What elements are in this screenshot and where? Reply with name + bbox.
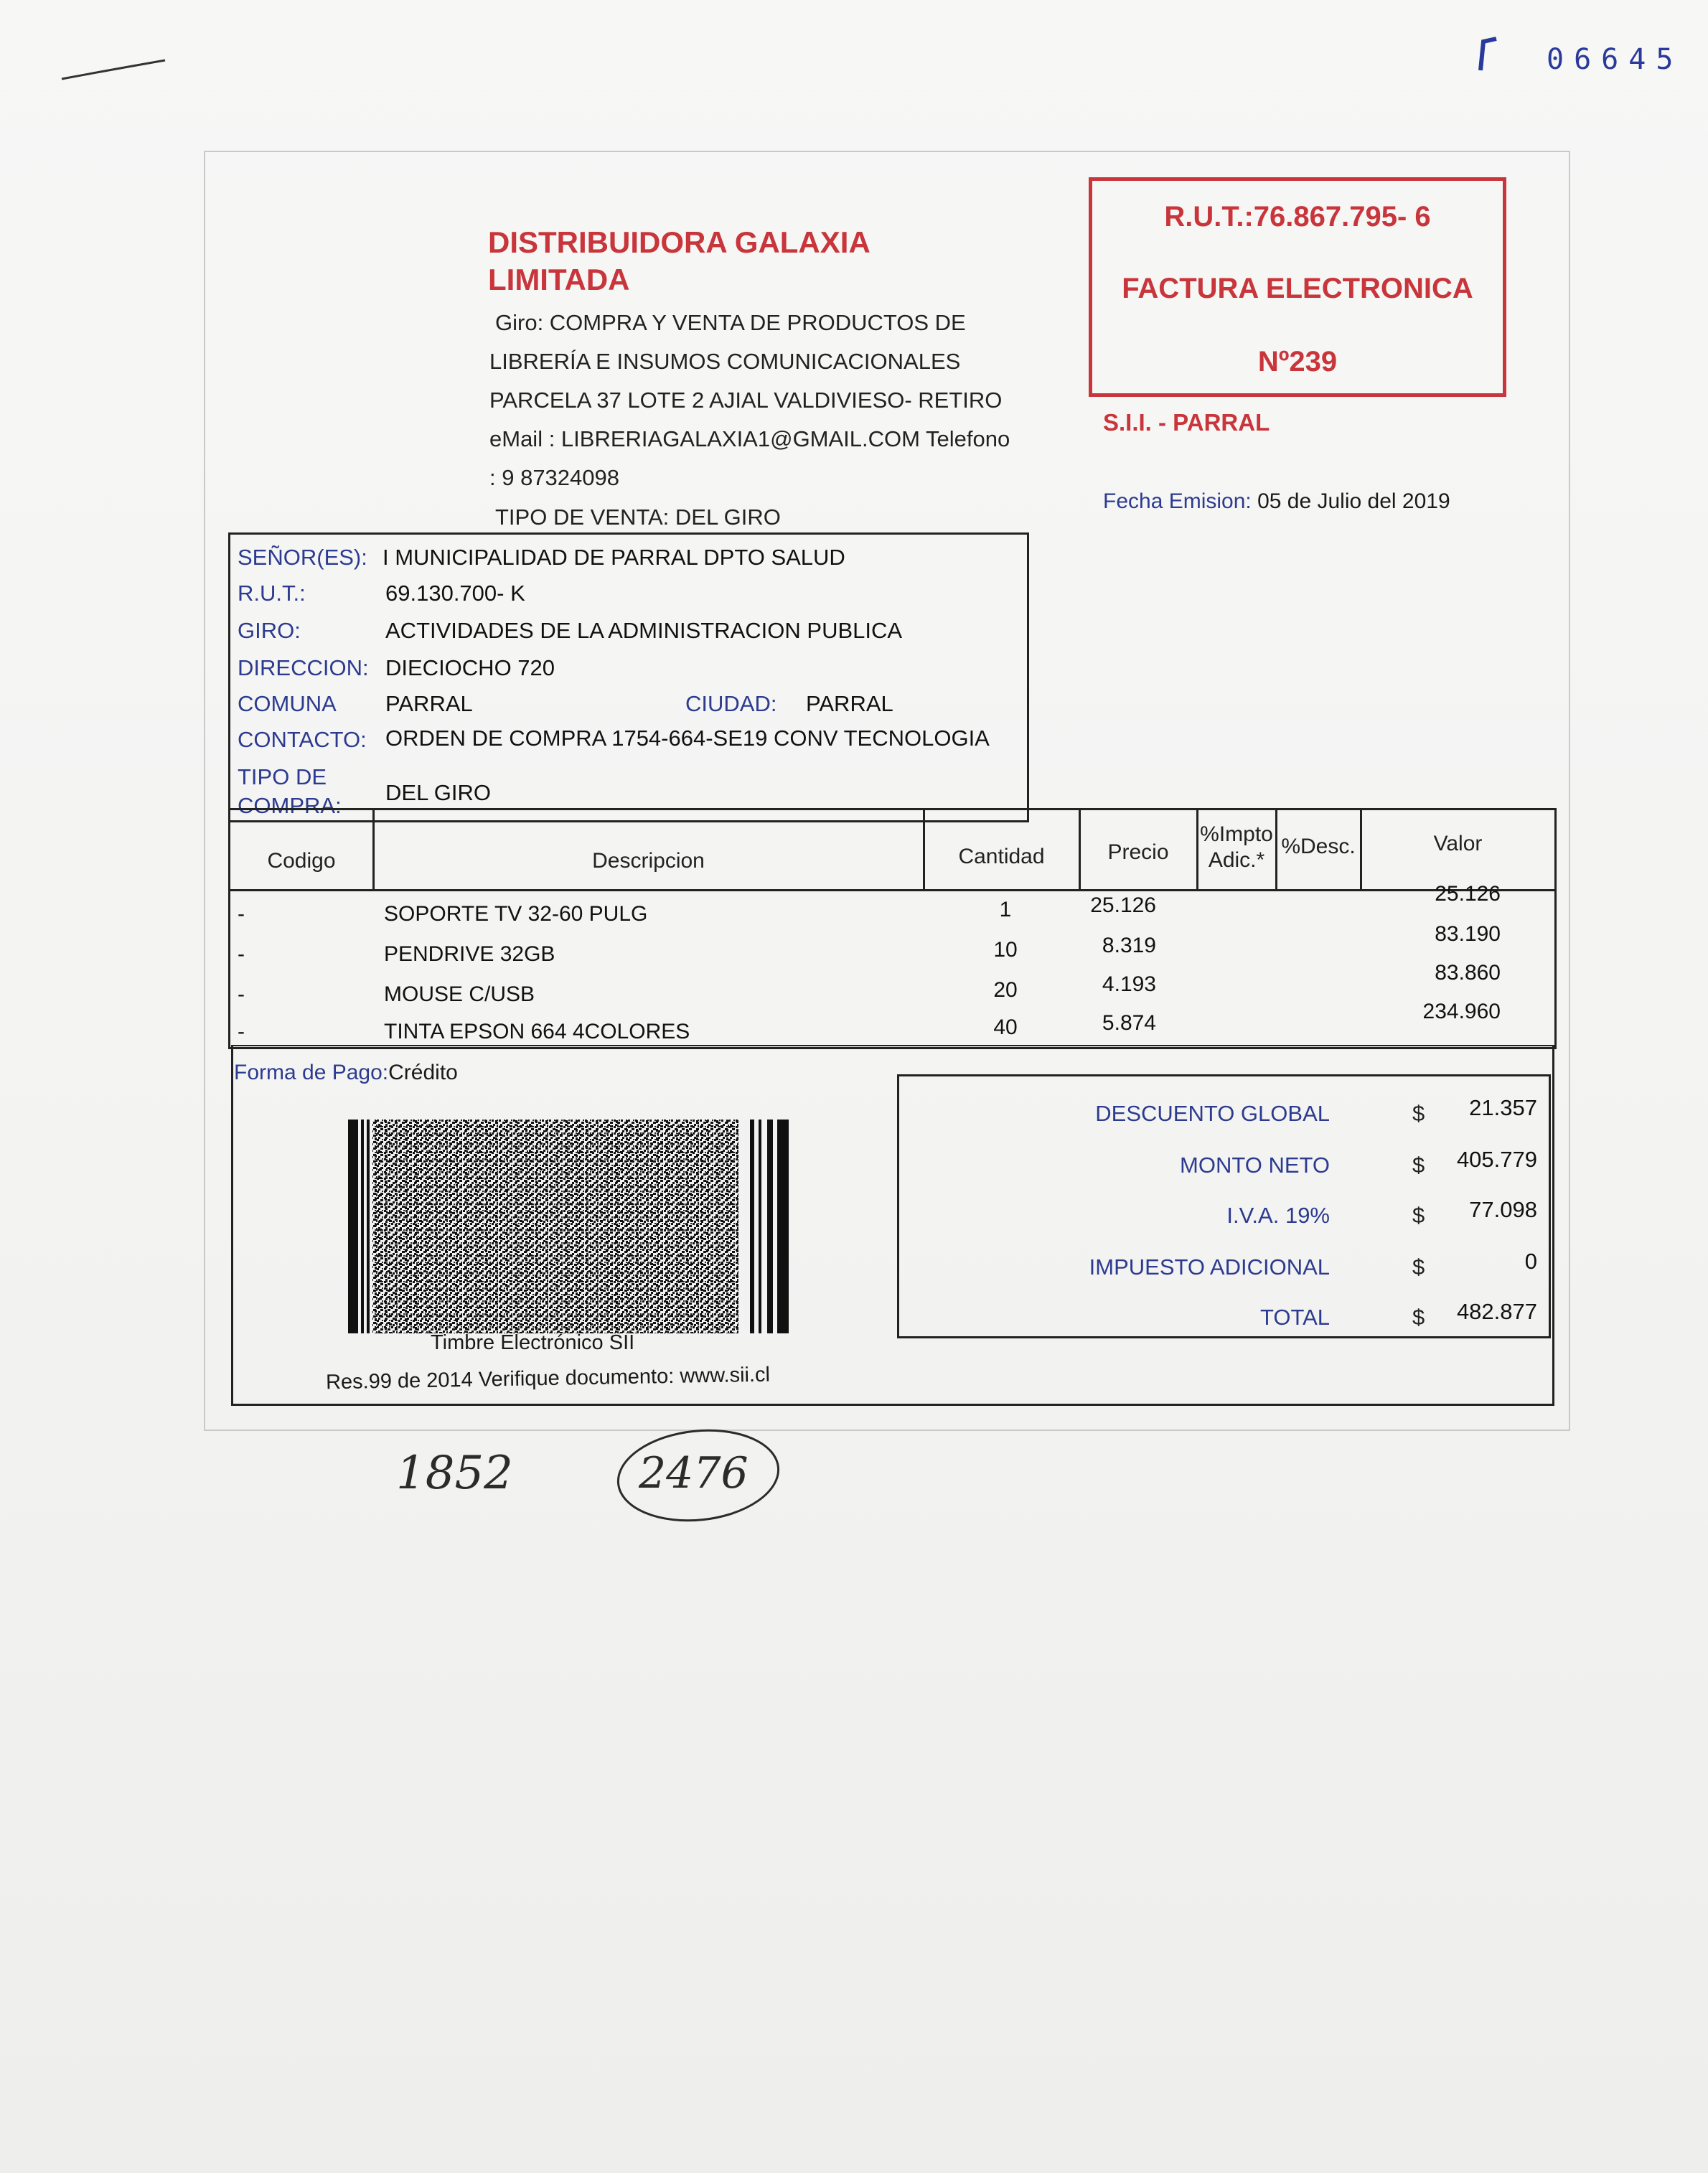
company-giro-line2: LIBRERÍA E INSUMOS COMUNICACIONALES	[489, 349, 961, 374]
row-price: 25.126	[1090, 893, 1156, 917]
total-label-additional-tax: IMPUESTO ADICIONAL	[1089, 1254, 1330, 1280]
total-label-discount: DESCUENTO GLOBAL	[1095, 1101, 1330, 1126]
client-label-comuna: COMUNA	[238, 691, 337, 716]
header-code: Codigo	[267, 849, 336, 873]
client-address: DIECIOCHO 720	[385, 655, 555, 680]
row-description: SOPORTE TV 32-60 PULG	[384, 902, 648, 926]
total-value-total: 482.877	[1456, 1299, 1537, 1324]
company-name: DISTRIBUIDORA GALAXIA LIMITADA	[488, 225, 871, 296]
issue-date	[1103, 489, 1450, 514]
client-label-purchase: TIPO DE COMPRA:	[238, 764, 342, 818]
client-city: PARRAL	[806, 691, 893, 716]
row-price: 4.193	[1102, 972, 1156, 996]
pen-stroke-mark	[57, 50, 172, 93]
total-value-net: 405.779	[1456, 1147, 1537, 1172]
payment-method	[234, 1061, 458, 1085]
row-value: 25.126	[1435, 882, 1501, 906]
header-divider	[230, 889, 1554, 891]
total-label-vat: I.V.A. 19%	[1226, 1203, 1330, 1228]
sii-document-box	[1089, 177, 1506, 397]
row-quantity: 10	[993, 938, 1018, 962]
header-discount: %Desc.	[1281, 835, 1356, 858]
row-description: TINTA EPSON 664 4COLORES	[384, 1020, 690, 1043]
client-comuna: PARRAL	[385, 691, 473, 716]
client-label-name: SEÑOR(ES):	[238, 545, 367, 570]
total-label-net: MONTO NETO	[1180, 1153, 1330, 1178]
row-value: 234.960	[1422, 1000, 1501, 1023]
blue-tick-mark	[1475, 34, 1503, 78]
totals-box	[897, 1074, 1551, 1338]
row-code: -	[238, 982, 245, 1006]
row-price: 8.319	[1102, 934, 1156, 957]
row-value: 83.860	[1435, 961, 1501, 985]
client-giro: ACTIVIDADES DE LA ADMINISTRACION PUBLICA	[385, 618, 903, 643]
row-code: -	[238, 1020, 245, 1043]
total-value-additional-tax: 0	[1524, 1249, 1537, 1274]
handwritten-note-2: 2476	[639, 1448, 749, 1498]
client-label-city: CIUDAD:	[685, 691, 777, 716]
header-price: Precio	[1107, 840, 1169, 864]
company-phone: : 9 87324098	[489, 465, 620, 490]
sale-type: TIPO DE VENTA: DEL GIRO	[495, 504, 781, 530]
client-purchase-type: DEL GIRO	[385, 780, 491, 805]
row-description: MOUSE C/USB	[384, 982, 535, 1006]
currency-sign: $	[1412, 1305, 1425, 1330]
document-number: Nº239	[1257, 346, 1338, 377]
document-type: FACTURA ELECTRONICA	[1122, 273, 1473, 304]
company-address: PARCELA 37 LOTE 2 AJIAL VALDIVIESO- RETIRO	[489, 388, 1003, 413]
row-price: 5.874	[1102, 1011, 1156, 1035]
header-quantity: Cantidad	[958, 845, 1045, 868]
stamp-resolution: Res.99 de 2014 Verifique documento: www.sii.cl	[325, 1363, 771, 1394]
client-rut: 69.130.700- K	[385, 581, 525, 606]
client-info-box	[228, 532, 1029, 822]
row-quantity: 40	[993, 1015, 1018, 1039]
handwritten-note-1: 1852	[396, 1447, 513, 1500]
issuer-rut: R.U.T.:76.867.795- 6	[1164, 201, 1431, 233]
total-value-vat: 77.098	[1469, 1197, 1537, 1222]
header-tax: %Impto Adic.*	[1200, 822, 1273, 872]
company-giro-line1: Giro: COMPRA Y VENTA DE PRODUCTOS DE	[495, 310, 966, 335]
row-quantity: 20	[993, 978, 1018, 1002]
row-code: -	[238, 902, 245, 926]
currency-sign: $	[1412, 1101, 1425, 1126]
client-contact: ORDEN DE COMPRA 1754-664-SE19 CONV TECNOLOGIA	[385, 726, 990, 751]
row-quantity: 1	[999, 898, 1012, 921]
client-name: I MUNICIPALIDAD DE PARRAL DPTO SALUD	[383, 545, 845, 570]
payment-value: Crédito	[388, 1061, 458, 1084]
sii-office: S.I.I. - PARRAL	[1103, 409, 1270, 436]
total-value-discount: 21.357	[1469, 1095, 1537, 1120]
items-table	[228, 808, 1557, 1049]
payment-label: Forma de Pago:	[234, 1061, 389, 1084]
currency-sign: $	[1412, 1254, 1425, 1280]
row-description: PENDRIVE 32GB	[384, 942, 555, 966]
pdf417-stamp-barcode	[348, 1120, 789, 1333]
client-label-giro: GIRO:	[238, 618, 301, 643]
issue-date-value: 05 de Julio del 2019	[1257, 489, 1450, 513]
currency-sign: $	[1412, 1153, 1425, 1178]
header-description: Descripcion	[592, 849, 705, 873]
stamp-caption: Timbre Electrónico SII	[431, 1331, 635, 1354]
client-label-address: DIRECCION:	[238, 655, 369, 680]
client-label-contact: CONTACTO:	[238, 727, 367, 752]
issue-date-label: Fecha Emision:	[1103, 489, 1252, 513]
company-email: eMail : LIBRERIAGALAXIA1@GMAIL.COM Telefono	[489, 426, 1010, 451]
row-value: 83.190	[1435, 922, 1501, 946]
client-label-rut: R.U.T.:	[238, 581, 306, 606]
header-value: Valor	[1433, 832, 1483, 855]
total-label-total: TOTAL	[1259, 1305, 1330, 1330]
row-code: -	[238, 942, 245, 966]
currency-sign: $	[1412, 1203, 1425, 1228]
handwritten-top-number: 06645	[1547, 43, 1684, 76]
